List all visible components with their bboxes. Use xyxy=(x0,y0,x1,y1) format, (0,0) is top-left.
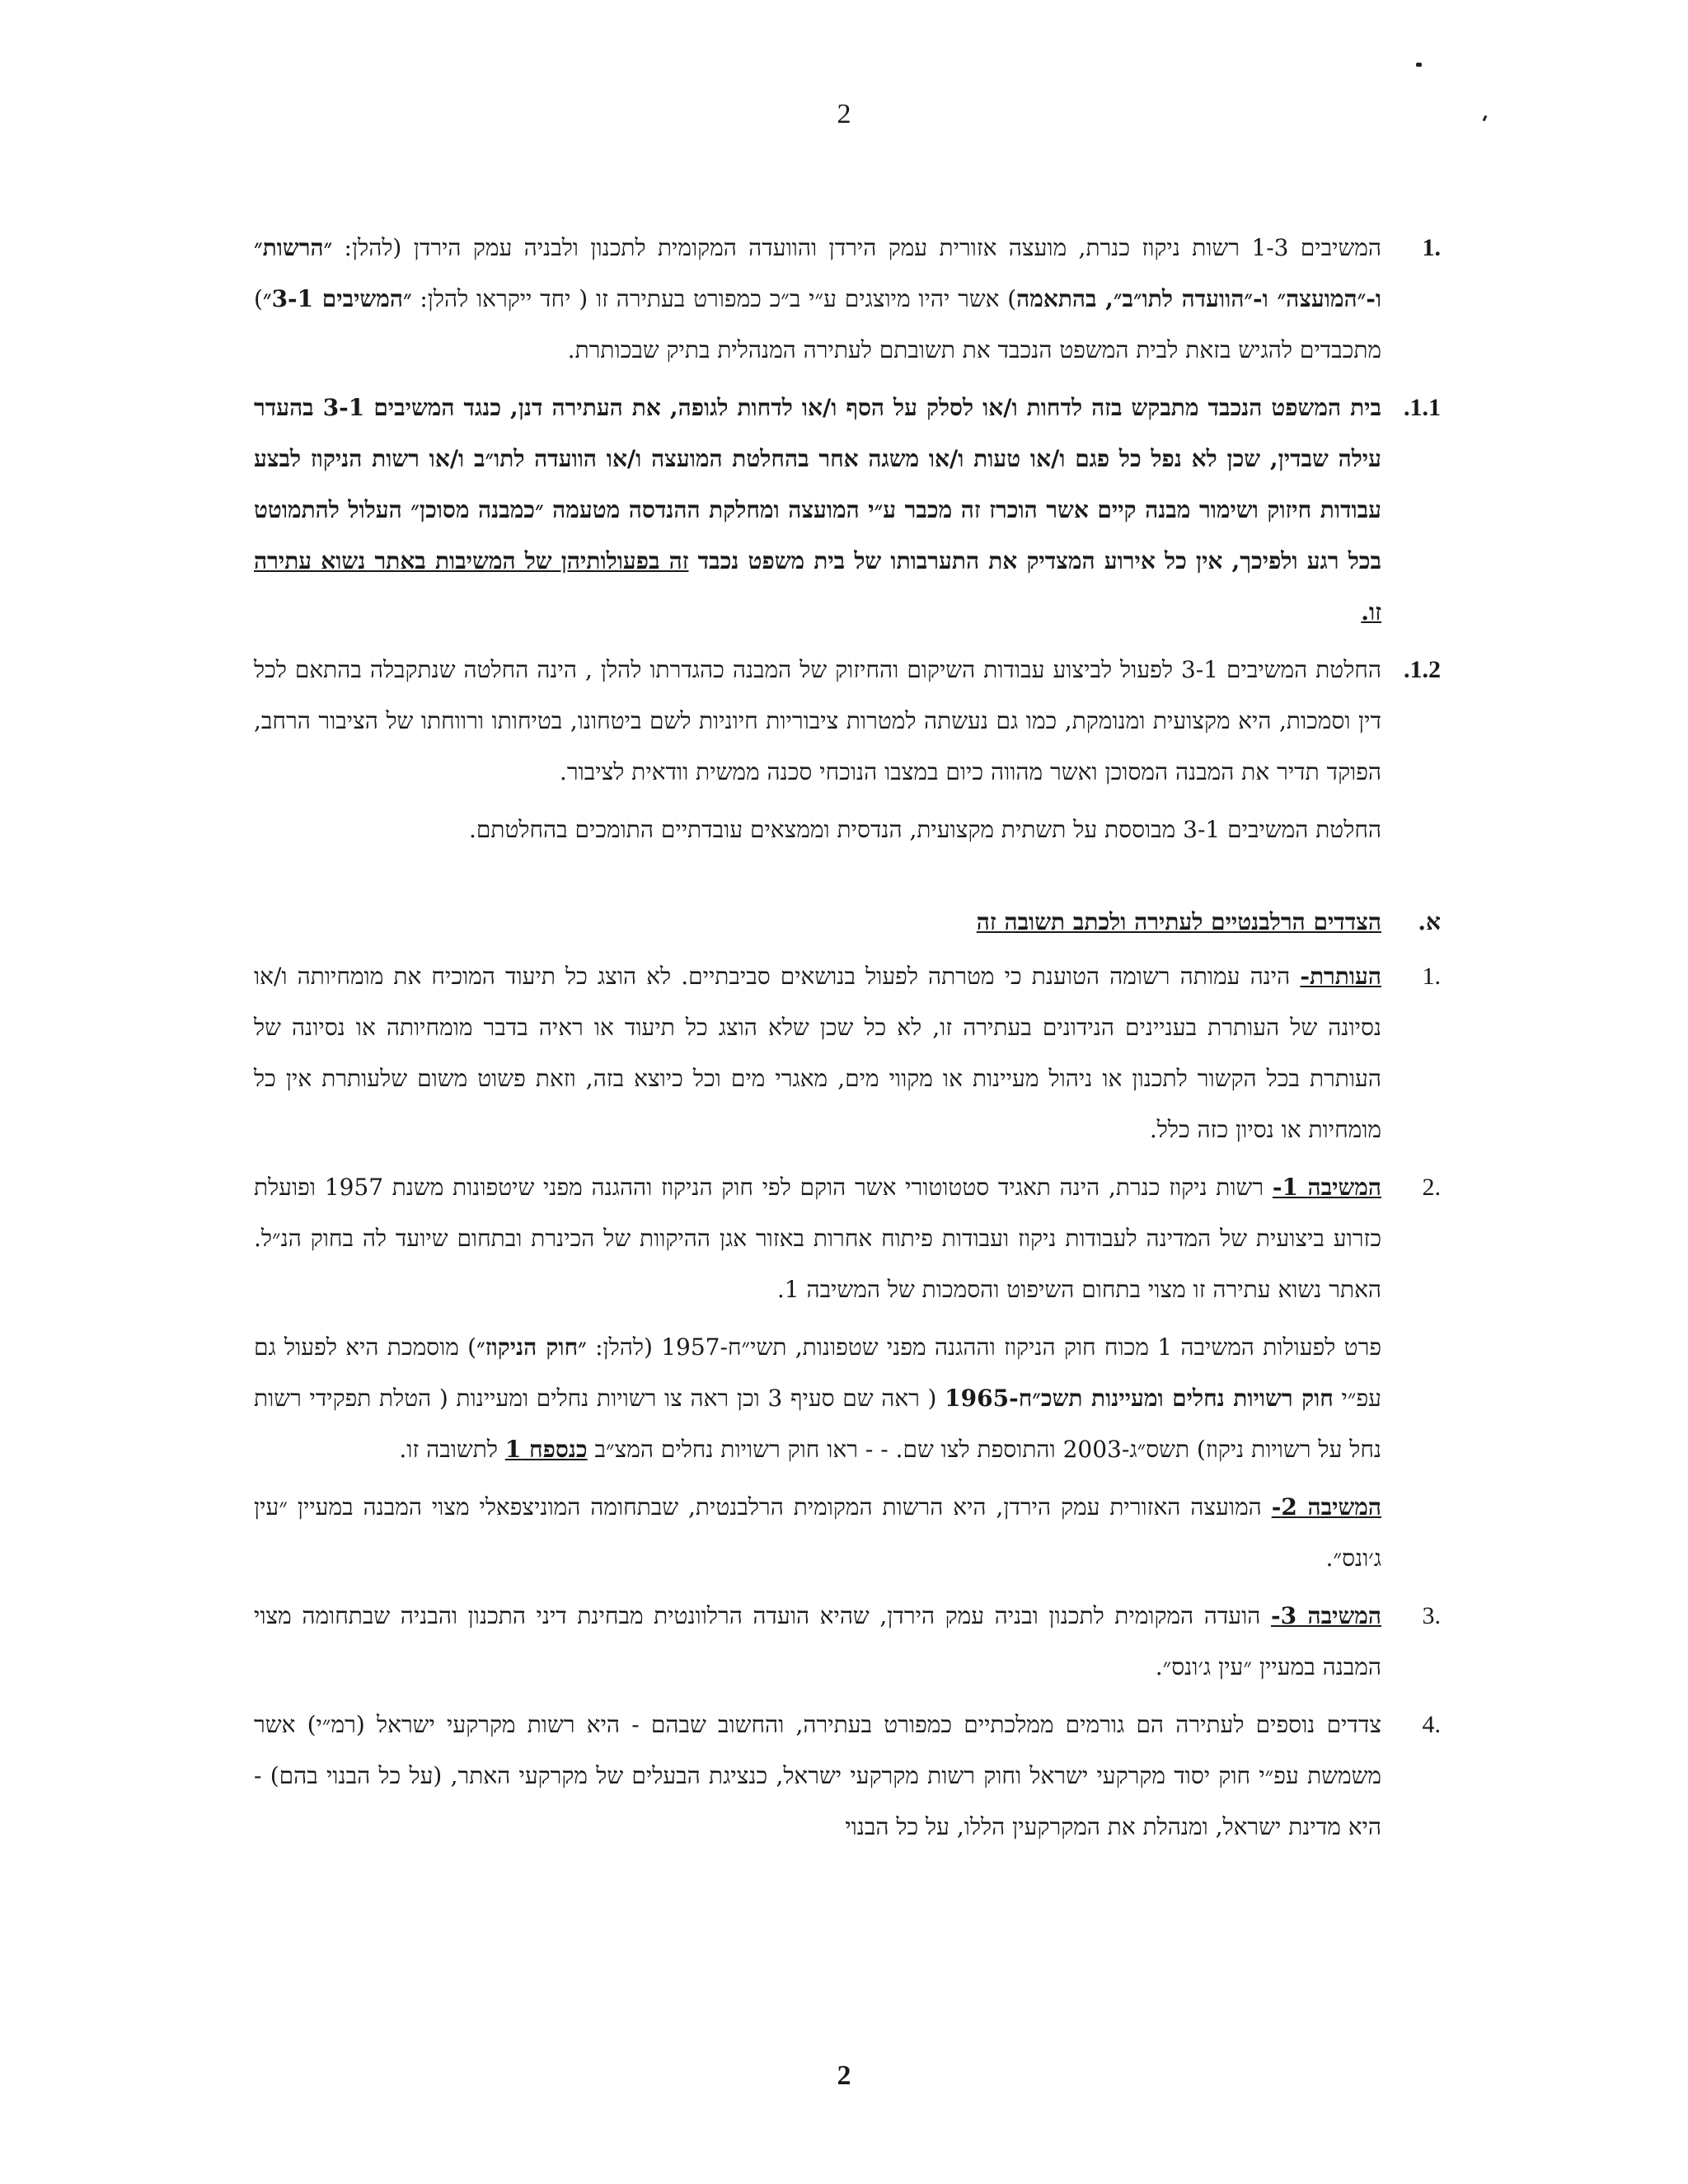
party-label-respondent-3: המשיבה 3- xyxy=(1270,1602,1381,1629)
item-text: פרט לפעולות המשיבה 1 מכוח חוק הניקוז וההגנה מפני שטפונות, תשי״ח-1957 (להלן: xyxy=(586,1333,1381,1361)
paragraph-number: .1 xyxy=(1422,234,1441,261)
paragraph-text: ) מתכבדים להגיש בזאת לבית המשפט הנכבד את תשובתם לעתירה המנהלית בתיק שבכותרת. xyxy=(254,285,1381,363)
item-number: .1 xyxy=(1422,963,1441,990)
respondent-2-paragraph xyxy=(254,1482,1441,1584)
underlined-text: זה בפעולותיהן של המשיבות באתר נשוא עתירה זו. xyxy=(254,547,1381,626)
item-number: .2 xyxy=(1422,1174,1441,1201)
item-number: .3 xyxy=(1422,1602,1441,1629)
section-a-item-3 xyxy=(254,1591,1441,1693)
page-number-top: 2 xyxy=(837,99,851,129)
item-text: הינה עמותה רשומה הטוענת כי מטרתה לפעול בנושאים סביבתיים. לא הוצג כל תיעוד המוכיח את מומחיותה ו/או נסיונה של העותרת בעניינים הנידונים בעתירה זו, לא כל שכן שלא הוצג כל תיעוד או ראיה בדבר מומחיותה או נסיונה של העותרת בכל הקשור לתכנון או ניהול מעיינות או מקווי מים, מאגרי מים וכל כיוצא בזה, וזאת פשוט משום שלעותרת אין כל מומחיות או נסיון כזה כלל. xyxy=(254,963,1381,1143)
item-number: .4 xyxy=(1422,1711,1441,1738)
item-text: צדדים נוספים לעתירה הם גורמים ממלכתיים כמפורט בעתירה, והחשוב שבהם - היא רשות מקרקעי ישראל (רמ״י) אשר משמשת עפ״י חוק יסוד מקרקעי ישראל וחוק רשות מקרקעי ישראל, כנציגת הבעלים של מקרקעי האתר, (על כל הבנוי בהם) - היא מדינת ישראל, ומנהלת את המקרקעין הללו, על כל הבנוי xyxy=(254,1711,1381,1840)
item-text: ) מוסמכת היא לפעול גם עפ״י xyxy=(254,1333,1381,1412)
section-a-item-1 xyxy=(254,951,1441,1155)
paragraph-text: המשיבים 1-3 רשות ניקוז כנרת, מועצה אזורית עמק הירדן והוועדה המקומית לתכנון ולבניה עמק הירדן (להלן: xyxy=(332,234,1382,261)
section-letter: א. xyxy=(1418,908,1441,935)
paragraph-1 xyxy=(254,223,1441,376)
paragraph-number: 1.2. xyxy=(1404,656,1441,683)
law-name: חוק רשויות נחלים ומעיינות תשכ״ח-1965 xyxy=(945,1385,1334,1412)
defined-term-drainage-law: ״חוק הניקוז״ xyxy=(476,1333,587,1361)
page-number-bottom: 2 xyxy=(837,2060,851,2091)
section-a-item-2 xyxy=(254,1162,1441,1315)
paragraph-text: ) אשר יהיו מיוצגים ע״י ב״כ כמפורט בעתירה זו ( יחד ייקראו להלן: xyxy=(411,285,1017,312)
appendix-reference: כנספח 1 xyxy=(504,1436,588,1463)
section-a-item-4 xyxy=(254,1699,1441,1853)
section-heading-a xyxy=(254,897,1441,948)
paragraph-1-1 xyxy=(254,382,1441,638)
item-text: המועצה האזורית עמק הירדן, היא הרשות המקומית הרלבנטית, שבתחומה המוניצפאלי מצוי המבנה במעיין ״עין ג׳ונס״. xyxy=(254,1493,1381,1572)
defined-term-respondents: ״המשיבים 3-1״ xyxy=(262,285,412,312)
section-title: הצדדים הרלבנטיים לעתירה ולכתב תשובה זה xyxy=(976,908,1381,935)
paragraph-number: 1.1. xyxy=(1404,394,1441,421)
paragraph-1-2-continued: החלטת המשיבים 3-1 מבוססת על תשתית מקצועית, הנדסית וממצאים עובדתיים התומכים בהחלטתם. xyxy=(469,816,1381,843)
paragraph-1-2 xyxy=(254,644,1441,798)
party-label-respondent-2: המשיבה 2- xyxy=(1271,1493,1382,1521)
item-text: לתשובה זו. xyxy=(399,1436,505,1463)
item-text: רשות ניקוז כנרת, הינה תאגיד סטטוטורי אשר הוקם לפי חוק הניקוז וההגנה מפני שיטפונות משנת 1957 ופועלת כזרוע ביצועית של המדינה לעבודות ניקוז ועבודות פיתוח אחרות באזור אגן ההיקוות של הכינרת ובתחום שיועד לה בחוק הנ״ל. האתר נשוא עתירה זו מצוי בתחום השיפוט והסמכות של המשיבה 1. xyxy=(254,1174,1382,1303)
document-body xyxy=(254,223,1441,1859)
paragraph-text: החלטת המשיבים 3-1 לפעול לביצוע עבודות השיקום והחיזוק של המבנה כהגדרתו להלן , הינה החלטה שנתקבלה בהתאם לכל דין וסמכות, היא מקצועית ומנומקת, כמו גם נעשתה למטרות ציבוריות חיוניות לשם ביטחונו, בטיחותו ורווחתו של הציבור הרחב, הפוקד תדיר את המבנה המסוכן ואשר מהווה כיום במצבו הנוכחי סכנה ממשית וודאית לציבור. xyxy=(254,656,1381,785)
scan-speck-1 xyxy=(1416,63,1422,67)
paragraph-text: בית המשפט הנכבד מתבקש בזה לדחות ו/או לסלק על הסף ו/או לדחות לגופה, את העתירה דנן, כנגד המשיבים 3-1 בהעדר עילה שבדין, שכן לא נפל כל פגם ו/או טעות ו/או משגה אחר בהחלטת המועצה ו/או הוועדה לתו״ב ו/או רשות הניקוז לבצע עבודות חיזוק ושימור מבנה קיים אשר הוכרז זה מכבר ע״י המועצה ומחלקת ההנדסה מטעמה ״כמבנה מסוכן״ העלול להתמוטט בכל רגע ולפיכך, אין כל אירוע המצדיק את התערבותו של בית משפט נכבד xyxy=(254,394,1381,574)
item-text: ( ראה שם סעיף 3 וכן ראה צו רשויות נחלים ומעיינות ( הטלת תפקידי רשות נחל על רשויות ניקוז) תשס״ג-2003 והתוספת לצו שם. - - ראו חוק רשויות נחלים המצ״ב xyxy=(254,1385,1381,1463)
defined-terms: ״הרשות״ ו-״המועצה״ ו-״הוועדה לתו״ב״, בהתאמה xyxy=(254,234,1381,312)
item-text: הועדה המקומית לתכנון ובניה עמק הירדן, שהיא הועדה הרלוונטית מבחינת דיני התכנון והבניה שבתחומה מצוי המבנה במעיין ״עין ג׳ונס״. xyxy=(254,1602,1381,1680)
party-label-respondent-1: המשיבה 1- xyxy=(1272,1174,1382,1201)
party-label-petitioner: העותרת- xyxy=(1300,963,1381,990)
section-a-item-2-continued xyxy=(254,1322,1441,1475)
